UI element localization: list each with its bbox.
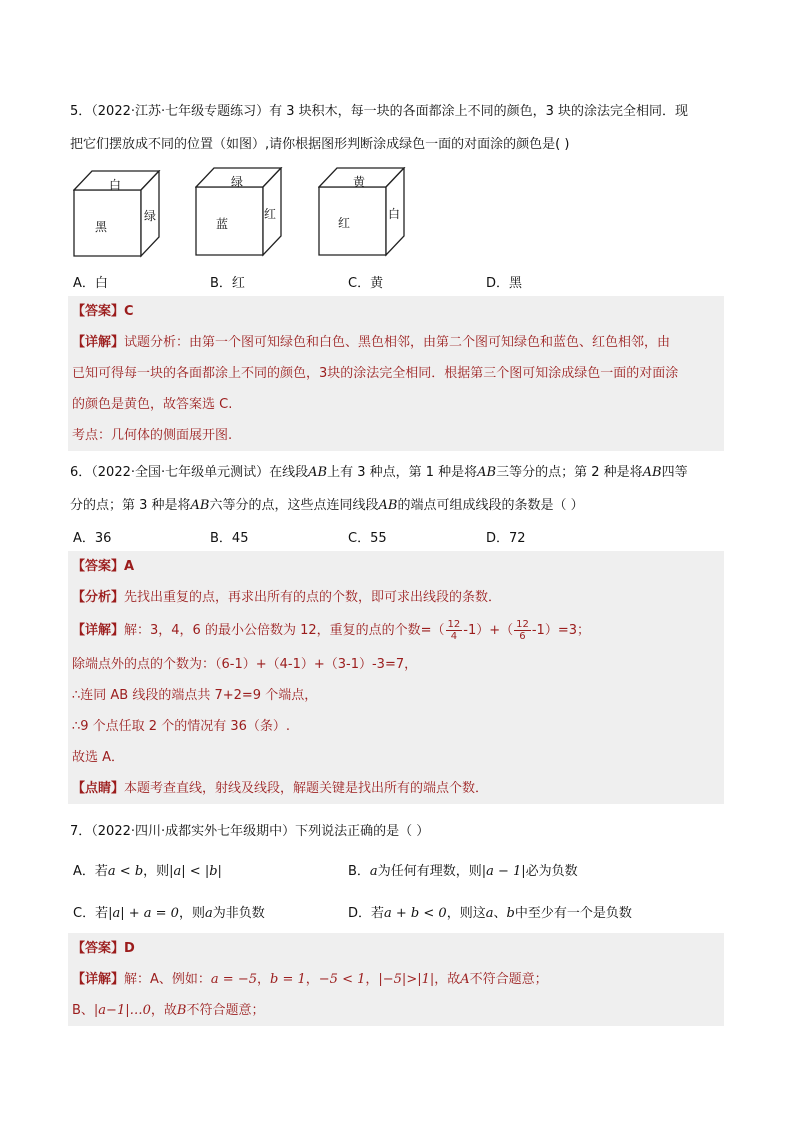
q6-option-a: A．36 (73, 531, 112, 546)
q7-option-c (73, 902, 265, 921)
q5-option-b: B．红 (210, 276, 245, 291)
q6-detail-line4: ∴9 个点任取 2 个的情况有 36（条）. (72, 719, 291, 734)
q5-cube-3 (318, 167, 408, 259)
q6-detail-tag: 【详解】 (72, 623, 125, 638)
q7-d-math1: a + b < 0 (384, 906, 447, 921)
q7-lineb-a: B、 (72, 1003, 94, 1018)
q7-b-pre: B． (348, 864, 370, 879)
q5-detail-line3: 的颜色是黄色，故答案选 C. (72, 397, 233, 412)
q7-detail-d: ， (365, 972, 379, 987)
q7-c-math1: |a| + a = 0 (108, 906, 179, 921)
question-5 (70, 95, 725, 161)
q7-a-math2: |a| < |b| (169, 864, 222, 879)
q7-detail-f: 不符合题意； (469, 972, 548, 987)
q6-stem-1a: 6．（2022·全国·七年级单元测试）在线段 (70, 465, 309, 480)
q7-c-post: 为非负数 (212, 906, 265, 921)
q5-option-a: A．白 (73, 276, 108, 291)
q6-detail-line1 (68, 613, 724, 649)
q7-option-b (348, 860, 578, 879)
q7-answer-line (68, 933, 724, 964)
q6-detail-a: 解：3，4，6 的最小公倍数为 12，重复的点的个数=（ (124, 623, 445, 638)
q7-a-pre: A．若 (73, 864, 108, 879)
q7-d-math2: a (485, 906, 494, 921)
cube3-front-label: 红 (338, 216, 351, 230)
q7-detail-tag: 【详解】 (72, 972, 125, 987)
q6-frac2-den: 6 (519, 631, 526, 642)
cube2-front-label: 蓝 (216, 217, 229, 231)
q6-detail-line3: ∴连同 AB 线段的端点共 7+2=9 个端点， (72, 688, 318, 703)
q6-frac1-num: 12 (447, 619, 461, 630)
q6-stem-2c: 的端点可组成线段的条数是（ ） (397, 498, 584, 513)
q6-option-c: C．55 (348, 531, 387, 546)
q6-frac1-den: 4 (450, 631, 458, 642)
q7-a-math1: a < b (107, 864, 144, 879)
q7-c-math2: a (204, 906, 213, 921)
q7-detail-m1: a = −5 (210, 972, 257, 987)
q6-answer-value: A (124, 559, 135, 574)
q6-ab-5: AB (378, 498, 398, 513)
q5-detail-text1: 试题分析：由第一个图可知绿色和白色、黑色相邻，由第二个图可知绿色和蓝色、红色相邻，由 (124, 335, 671, 350)
q6-ab-3: AB (642, 465, 662, 480)
q7-option-d (348, 902, 632, 921)
q6-analysis-line (68, 582, 724, 613)
q6-stem-1b: 上有 3 种点，第 1 种是将 (327, 465, 478, 480)
q5-detail-line1 (68, 327, 724, 358)
q6-analysis-tag: 【分析】 (72, 590, 125, 605)
q5-cube-2 (195, 167, 285, 259)
q7-a-mid: ，则 (143, 864, 170, 879)
q6-stem-1d: 四等 (661, 465, 688, 480)
q6-ab-1: AB (308, 465, 328, 480)
q5-stem-line1: 5．（2022·江苏·七年级专题练习）有 3 块积木，每一块的各面都涂上不同的颜色，3 块的涂法完全相同．现 (70, 104, 689, 119)
q7-lineb-m2: B (176, 1003, 187, 1018)
q6-frac2-num: 12 (516, 619, 529, 630)
cube1-side-label: 绿 (144, 209, 157, 223)
cube3-top-label: 黄 (353, 175, 366, 189)
q7-d-post: 中至少有一个是负数 (514, 906, 632, 921)
q6-dianjing-text: 本题考查直线，射线及线段，解题关键是找出所有的端点个数． (124, 781, 489, 796)
q7-lineb-c: 不符合题意； (186, 1003, 265, 1018)
q6-detail-line5: 故选 A． (72, 750, 125, 765)
cube1-front-label: 黑 (95, 220, 108, 234)
q6-analysis-text: 先找出重复的点，再求出所有的点的个数，即可求出线段的条数． (124, 590, 502, 605)
q6-stem-2a: 分的点；第 3 种是将 (70, 498, 191, 513)
q6-fraction-1 (446, 619, 463, 642)
q7-b-post: 必为负数 (525, 864, 578, 879)
q5-answer-tag: 【答案】 (72, 304, 125, 319)
q6-stem-line1 (70, 456, 725, 489)
cube1-top-label: 白 (109, 178, 122, 192)
q6-detail-b: -1）+（ (463, 623, 514, 638)
q7-detail-line1 (68, 964, 724, 995)
q7-detail-line2 (68, 995, 724, 1026)
q6-answer-block (68, 551, 724, 804)
q5-option-c: C．黄 (348, 276, 384, 291)
q6-answer-line (68, 551, 724, 582)
q7-d-mid: ，则这 (446, 906, 486, 921)
q6-answer-tag: 【答案】 (72, 559, 125, 574)
q7-d-sep: 、 (493, 906, 507, 921)
q7-lineb-b: ，故 (150, 1003, 177, 1018)
q7-option-a (73, 860, 222, 879)
cube2-top-label: 绿 (231, 175, 244, 189)
q7-detail-m4: |−5|>|1| (378, 972, 435, 987)
q6-ab-4: AB (190, 498, 210, 513)
q7-detail-c: ， (305, 972, 319, 987)
question-7 (70, 815, 725, 848)
q6-detail-line2: 除端点外的点的个数为：（6-1）+（4-1）+（3-1）-3=7， (72, 657, 418, 672)
q5-cube-1 (73, 170, 163, 260)
q7-stem-line1: 7．（2022·四川·成都实外七年级期中）下列说法正确的是（ ） (70, 824, 430, 839)
q7-b-mid: 为任何有理数，则 (377, 864, 482, 879)
cube3-side-label: 白 (388, 207, 401, 221)
q6-dianjing-tag: 【点睛】 (72, 781, 125, 796)
q7-detail-a: 解：A、例如： (124, 972, 211, 987)
q7-detail-b: ， (257, 972, 271, 987)
q7-d-pre: D．若 (348, 906, 385, 921)
q7-detail-m2: b = 1 (270, 972, 306, 987)
q5-stem-line2: 把它们摆放成不同的位置（如图）,请你根据图形判断涂成绿色一面的对面涂的颜色是( ) (70, 137, 570, 152)
q5-answer-line (68, 296, 724, 327)
q7-answer-block (68, 933, 724, 1026)
q7-detail-m3: −5 < 1 (318, 972, 366, 987)
q6-ab-2: AB (477, 465, 497, 480)
question-6 (70, 456, 725, 522)
q7-c-mid: ，则 (178, 906, 205, 921)
q6-stem-1c: 三等分的点；第 2 种是将 (496, 465, 643, 480)
q5-option-d: D．黑 (486, 276, 523, 291)
q6-stem-line2 (70, 489, 725, 522)
q6-dianjing-line (68, 773, 724, 804)
q7-answer-tag: 【答案】 (72, 941, 125, 956)
q5-answer-value: C (124, 304, 134, 319)
q5-answer-block (68, 296, 724, 451)
q7-d-math3: b (506, 906, 515, 921)
q6-detail-c: -1）=3； (531, 623, 590, 638)
q6-option-b: B．45 (210, 531, 249, 546)
q5-detail-line2: 已知可得每一块的各面都涂上不同的颜色，3块的涂法完全相同．根据第三个图可知涂成绿色一面的对面涂 (72, 366, 679, 381)
q5-point-line: 考点：几何体的侧面展开图. (72, 428, 233, 443)
q5-detail-tag: 【详解】 (72, 335, 125, 350)
q7-c-pre: C．若 (73, 906, 109, 921)
q7-b-math2: |a − 1| (481, 864, 526, 879)
q6-stem-2b: 六等分的点，这些点连同线段 (209, 498, 379, 513)
q6-option-d: D．72 (486, 531, 526, 546)
q7-answer-value: D (124, 941, 135, 956)
q7-detail-e: ，故 (434, 972, 461, 987)
q7-lineb-m1: |a−1|…0 (93, 1003, 151, 1018)
q7-detail-m5: A (460, 972, 470, 987)
cube2-side-label: 红 (264, 207, 277, 221)
q7-b-math1: a (369, 864, 378, 879)
q6-fraction-2 (514, 619, 531, 642)
